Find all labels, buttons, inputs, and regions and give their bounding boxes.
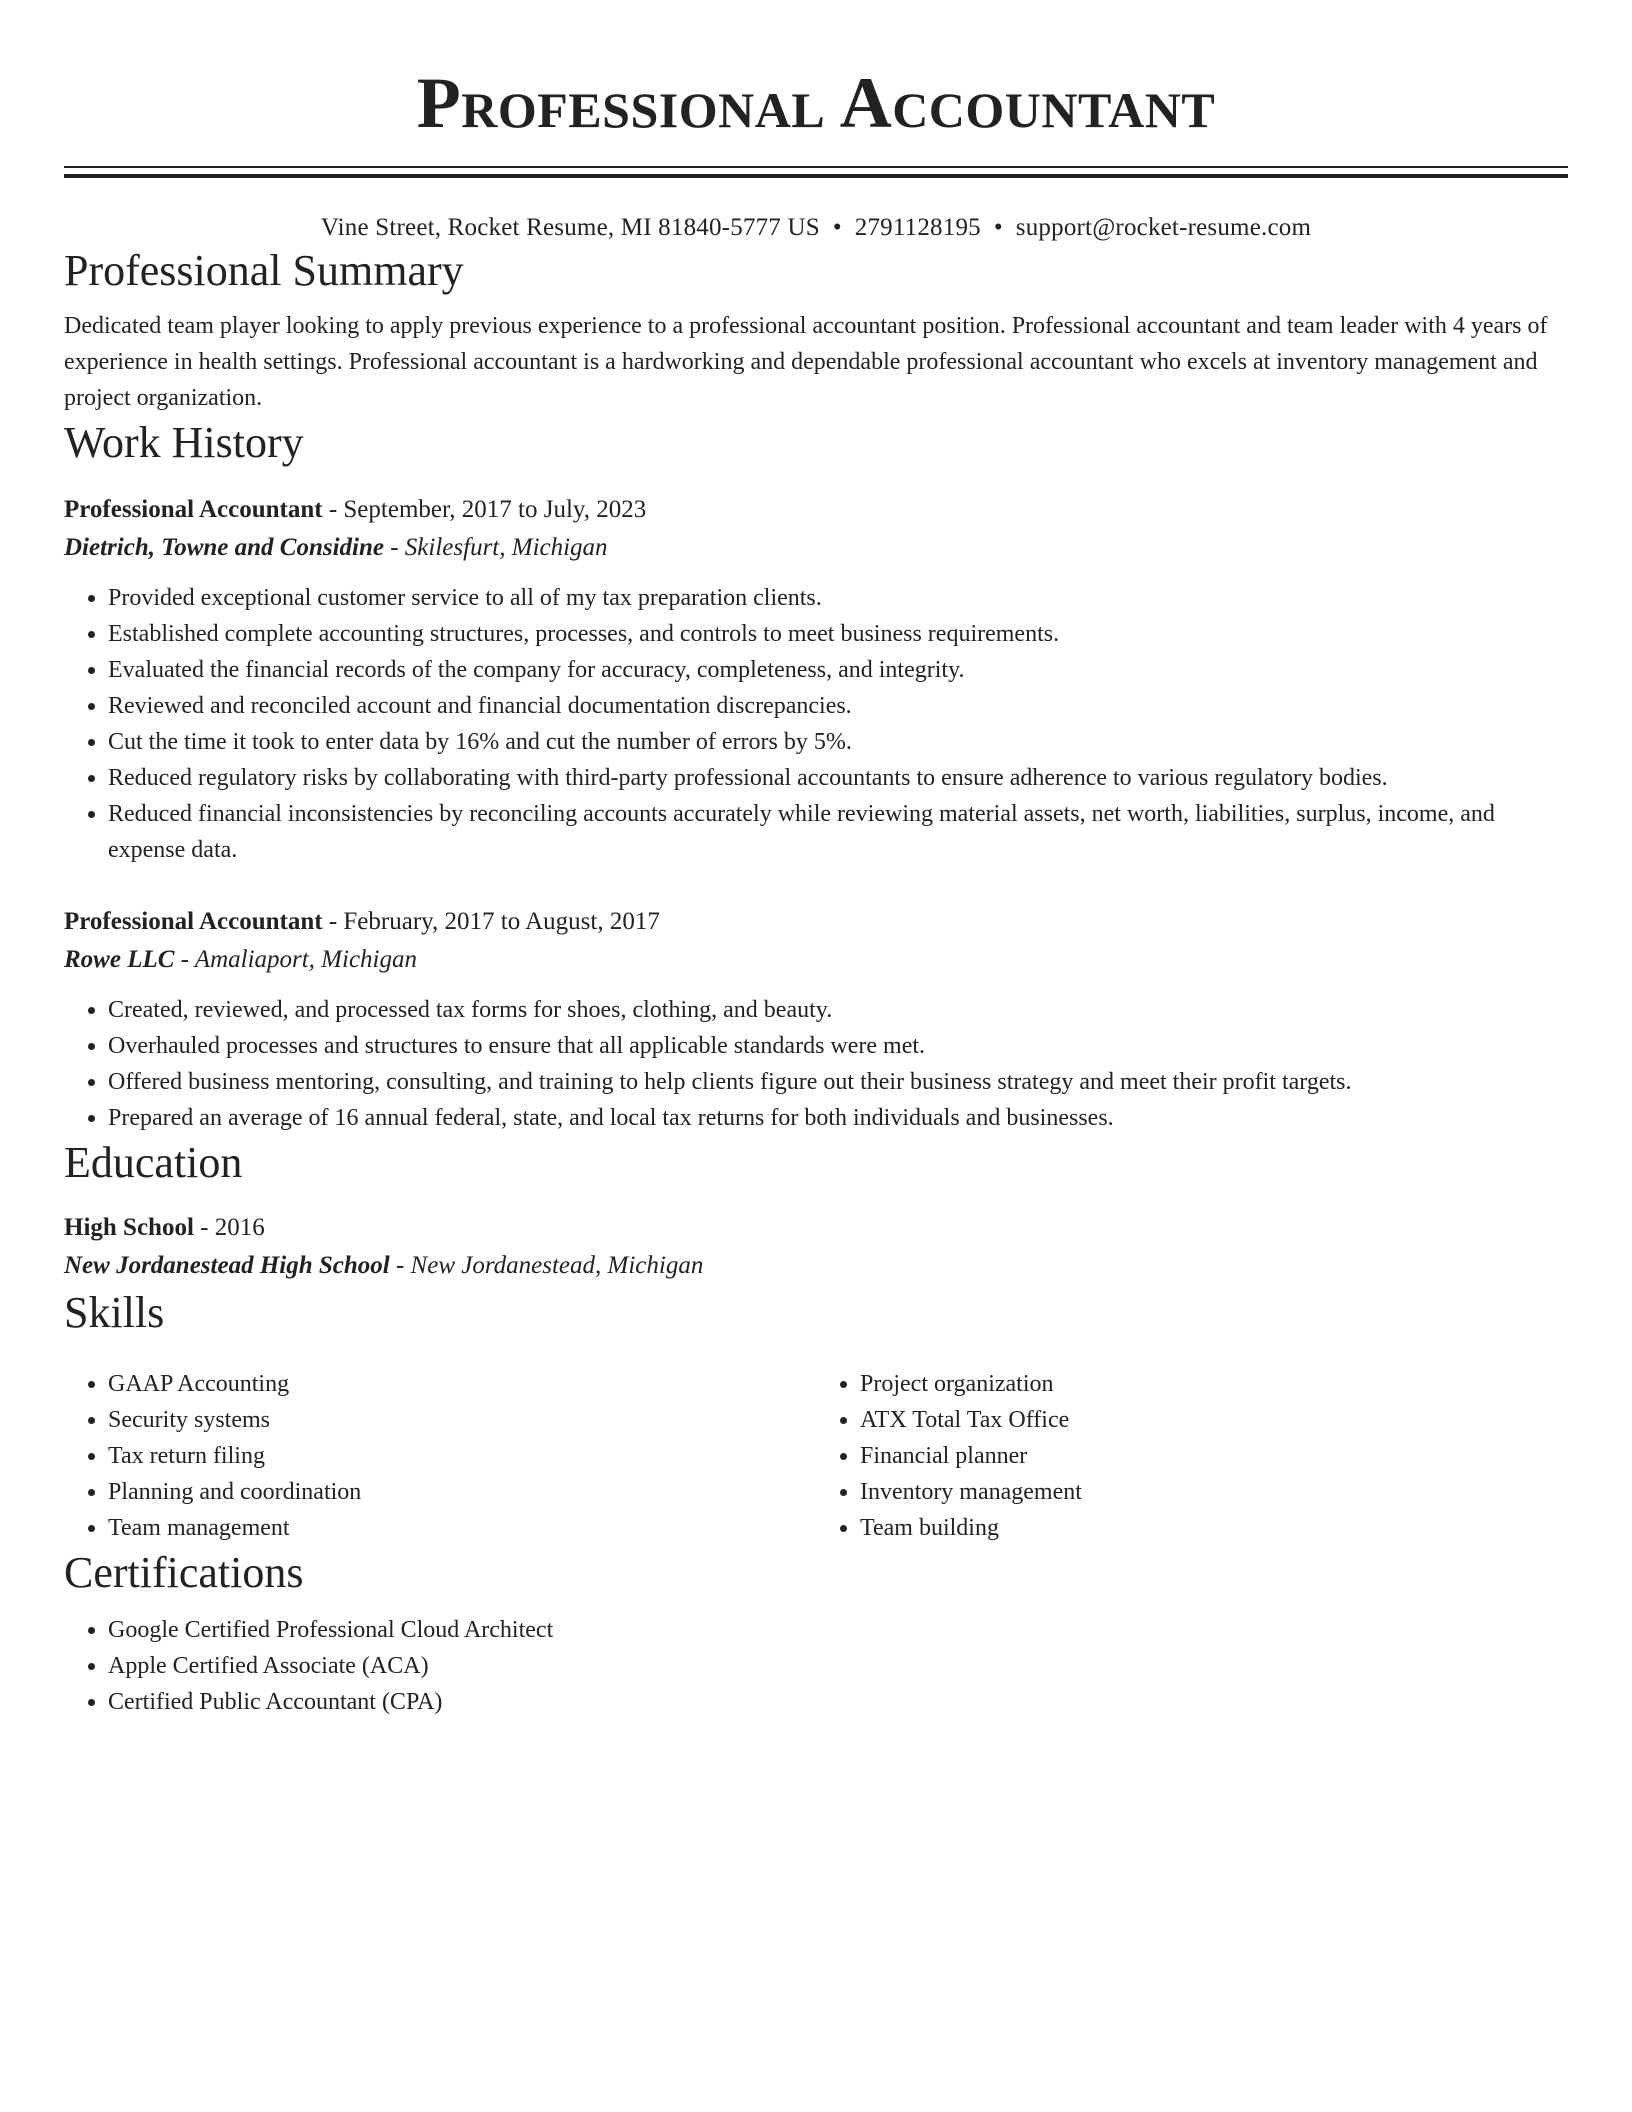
job-title: Professional Accountant xyxy=(64,496,323,523)
list-item: • Team management xyxy=(108,1510,816,1546)
job-entry xyxy=(64,904,1568,1136)
list-item: • Prepared an average of 16 annual federal, state, and local tax returns for both individuals and businesses. xyxy=(108,1100,1568,1136)
list-item: • Certified Public Accountant (CPA) xyxy=(108,1684,1568,1720)
contact-email: support@rocket-resume.com xyxy=(1015,214,1312,241)
list-item: • Established complete accounting structures, processes, and controls to meet business requirements. xyxy=(108,616,1568,652)
certifications-heading: Certifications xyxy=(64,1548,304,1597)
resume-page xyxy=(64,0,1568,1720)
education-degree-line xyxy=(64,1210,1568,1246)
list-item: • ATX Total Tax Office xyxy=(860,1402,1568,1438)
contact-separator: • xyxy=(993,214,1003,241)
list-item: • Overhauled processes and structures to ensure that all applicable standards were met. xyxy=(108,1028,1568,1064)
education-entry xyxy=(64,1210,1568,1286)
list-item: • Project organization xyxy=(860,1366,1568,1402)
job-title: Professional Accountant xyxy=(64,908,323,935)
job-company: Rowe LLC xyxy=(64,946,175,973)
job-bullets xyxy=(64,580,1568,868)
job-company-line xyxy=(64,940,1568,980)
job-dates: - February, 2017 to August, 2017 xyxy=(322,908,660,935)
job-bullets xyxy=(64,992,1568,1136)
job-location: - Skilesfurt, Michigan xyxy=(383,534,608,561)
header-divider xyxy=(64,166,1568,178)
summary-heading: Professional Summary xyxy=(64,246,464,295)
contact-line xyxy=(64,212,1568,244)
list-item: • Reviewed and reconciled account and financial documentation discrepancies. xyxy=(108,688,1568,724)
education-school: New Jordanestead High School xyxy=(64,1252,390,1279)
job-company-line xyxy=(64,528,1568,568)
list-item: • Tax return filing xyxy=(108,1438,816,1474)
work-history-heading: Work History xyxy=(64,418,304,467)
resume-name-title: Professional Accountant xyxy=(416,63,1216,143)
job-title-line xyxy=(64,492,1568,528)
list-item: • Provided exceptional customer service to all of my tax preparation clients. xyxy=(108,580,1568,616)
job-location: - Amaliaport, Michigan xyxy=(174,946,417,973)
education-degree: High School xyxy=(64,1214,194,1241)
list-item: • Security systems xyxy=(108,1402,816,1438)
contact-separator: • xyxy=(832,214,842,241)
list-item: • Offered business mentoring, consulting, and training to help clients figure out their business strategy and meet their profit targets. xyxy=(108,1064,1568,1100)
education-heading: Education xyxy=(64,1138,243,1187)
contact-phone: 2791128195 xyxy=(854,214,981,241)
list-item: • Apple Certified Associate (ACA) xyxy=(108,1648,1568,1684)
skills-list-left xyxy=(64,1366,816,1546)
job-dates: - September, 2017 to July, 2023 xyxy=(322,496,647,523)
list-item: • Inventory management xyxy=(860,1474,1568,1510)
skills-columns xyxy=(64,1354,1568,1546)
education-school-line xyxy=(64,1246,1568,1286)
list-item: • Planning and coordination xyxy=(108,1474,816,1510)
list-item: • Team building xyxy=(860,1510,1568,1546)
list-item: • GAAP Accounting xyxy=(108,1366,816,1402)
list-item: • Reduced regulatory risks by collaborating with third-party professional accountants to ensure adherence to various regulatory bodies. xyxy=(108,760,1568,796)
list-item: • Created, reviewed, and processed tax forms for shoes, clothing, and beauty. xyxy=(108,992,1568,1028)
contact-address: Vine Street, Rocket Resume, MI 81840-5777 US xyxy=(320,214,820,241)
skills-list-right xyxy=(816,1366,1568,1546)
list-item: • Financial planner xyxy=(860,1438,1568,1474)
list-item: • Evaluated the financial records of the company for accuracy, completeness, and integrity. xyxy=(108,652,1568,688)
list-item: • Google Certified Professional Cloud Architect xyxy=(108,1612,1568,1648)
education-year: - 2016 xyxy=(193,1214,265,1241)
job-title-line xyxy=(64,904,1568,940)
education-location: - New Jordanestead, Michigan xyxy=(389,1252,704,1279)
list-item: • Reduced financial inconsistencies by reconciling accounts accurately while reviewing material assets, net worth, liabilities, surplus, income, and expense data. xyxy=(108,796,1568,868)
certifications-list xyxy=(64,1612,1568,1720)
job-company: Dietrich, Towne and Considine xyxy=(64,534,384,561)
summary-text: Dedicated team player looking to apply previous experience to a professional accountant position. Professional accountant and team leader with 4 years of experience in health settings. Professional accountant is a hardworking and dependable professional accountant who excels at inventory management and project organization. xyxy=(64,313,1548,411)
job-entry xyxy=(64,492,1568,868)
list-item: • Cut the time it took to enter data by 16% and cut the number of errors by 5%. xyxy=(108,724,1568,760)
skills-heading: Skills xyxy=(64,1288,165,1337)
